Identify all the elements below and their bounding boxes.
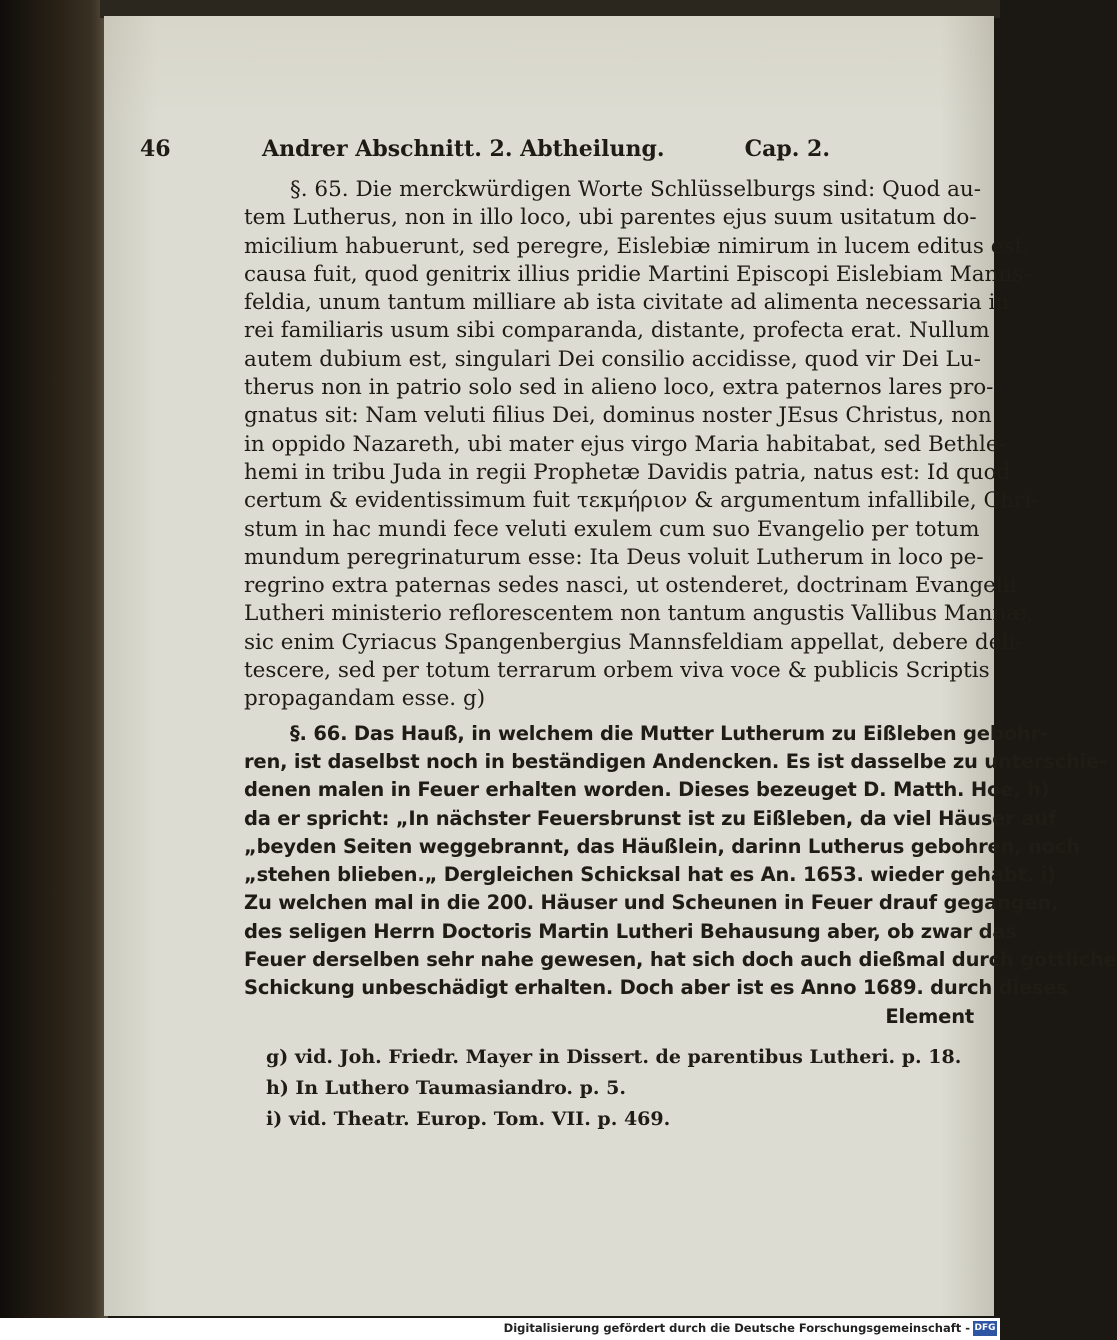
- text-line: rei familiaris usum sibi comparanda, distante, profecta erat. Nullum: [244, 318, 990, 344]
- digitization-footer: [0, 1318, 1000, 1340]
- text-line: propagandam esse. g): [244, 686, 486, 712]
- text-line: gnatus sit: Nam veluti filius Dei, dominus noster JEsus Christus, non: [244, 403, 992, 429]
- text-line: therus non in patrio solo sed in alieno loco, extra paternos lares pro-: [244, 375, 994, 401]
- text-line: causa fuit, quod genitrix illius pridie Martini Episcopi Eislebiam Manns-: [244, 261, 1031, 287]
- text-line: Element: [885, 1004, 974, 1028]
- text-line: in oppido Nazareth, ubi mater ejus virgo Maria habitabat, sed Bethle-: [244, 431, 1006, 457]
- text-line: regrino extra paternas sedes nasci, ut ostenderet, doctrinam Evangelii: [244, 573, 1017, 599]
- text-line: autem dubium est, singulari Dei consilio accidisse, quod vir Dei Lu-: [244, 346, 981, 372]
- text-line: feldia, unum tantum milliare ab ista civitate ad alimenta necessaria in: [244, 290, 1010, 316]
- text-line: sic enim Cyriacus Spangenbergius Mannsfeldiam appellat, debere deli-: [244, 629, 1023, 655]
- main-text: [244, 176, 1117, 1031]
- running-header: [140, 136, 830, 170]
- footnote-h: h) In Luthero Taumasiandro. p. 5.: [266, 1077, 626, 1099]
- text-line: Schickung unbeschädigt erhalten. Doch aber ist es Anno 1689. durch dieses: [244, 976, 1068, 1000]
- chapter-label: Cap. 2.: [744, 136, 830, 162]
- paragraph-65: [244, 176, 1039, 714]
- text-line: Zu welchen mal in die 200. Häuser und Scheunen in Feuer drauf gegangen,: [244, 891, 1059, 915]
- text-line: Lutheri ministerio reflorescentem non tantum angustis Vallibus Mannæ,: [244, 601, 1034, 627]
- text-line: des seligen Herrn Doctoris Martin Lutheri Behausung aber, ob zwar das: [244, 919, 1017, 943]
- text-line: da er spricht: „In nächster Feuersbrunst ist zu Eißleben, da viel Häuser auf: [244, 806, 1057, 830]
- footer-credit: Digitalisierung gefördert durch die Deutsche Forschungsgemeinschaft -: [503, 1321, 970, 1335]
- text-line: stum in hac mundi fece veluti exulem cum suo Evangelio per totum: [244, 516, 980, 542]
- footnotes: [266, 1042, 962, 1135]
- text-line: denen malen in Feuer erhalten worden. Dieses bezeuget D. Matth. Hoe, h): [244, 778, 1050, 802]
- text-line: tescere, sed per totum terrarum orbem viva voce & publicis Scriptis: [244, 658, 990, 684]
- text-line: mundum peregrinaturum esse: Ita Deus voluit Lutherum in loco pe-: [244, 544, 984, 570]
- text-line: ren, ist daselbst noch in beständigen Andencken. Es ist dasselbe zu unterschie-: [244, 749, 1108, 773]
- footnote-g: g) vid. Joh. Friedr. Mayer in Dissert. de parentibus Lutheri. p. 18.: [266, 1046, 962, 1068]
- paragraph-66: [244, 720, 1117, 1031]
- text-line: tem Lutherus, non in illo loco, ubi parentes ejus suum usitatum do-: [244, 205, 977, 231]
- text-line: „stehen blieben.„ Dergleichen Schicksal hat es An. 1653. wieder gehabt. i): [244, 863, 1056, 887]
- dfg-logo: DFG: [973, 1321, 997, 1336]
- text-line: hemi in tribu Juda in regii Prophetæ Davidis patria, natus est: Id quod: [244, 459, 1011, 485]
- text-line: Feuer derselben sehr nahe gewesen, hat sich doch auch dießmal durch göttliche: [244, 948, 1117, 972]
- text-line: §. 66. Das Hauß, in welchem die Mutter Lutherum zu Eißleben gebohr-: [290, 721, 1048, 745]
- running-title: Andrer Abschnitt. 2. Abtheilung.: [262, 136, 665, 162]
- page-number: 46: [140, 136, 171, 162]
- text-line: certum & evidentissimum fuit τεκμήριον & argumentum infallibile, Chri-: [244, 488, 1039, 514]
- text-line: §. 65. Die merckwürdigen Worte Schlüsselburgs sind: Quod au-: [290, 177, 982, 202]
- scan-left-edge: [0, 0, 108, 1318]
- footnote-i: i) vid. Theatr. Europ. Tom. VII. p. 469.: [266, 1108, 671, 1130]
- text-line: „beyden Seiten weggebrannt, das Häußlein, darinn Lutherus gebohren, noch: [244, 834, 1080, 858]
- text-line: micilium habuerunt, sed peregre, Eislebiæ nimirum in lucem editus est,: [244, 233, 1030, 259]
